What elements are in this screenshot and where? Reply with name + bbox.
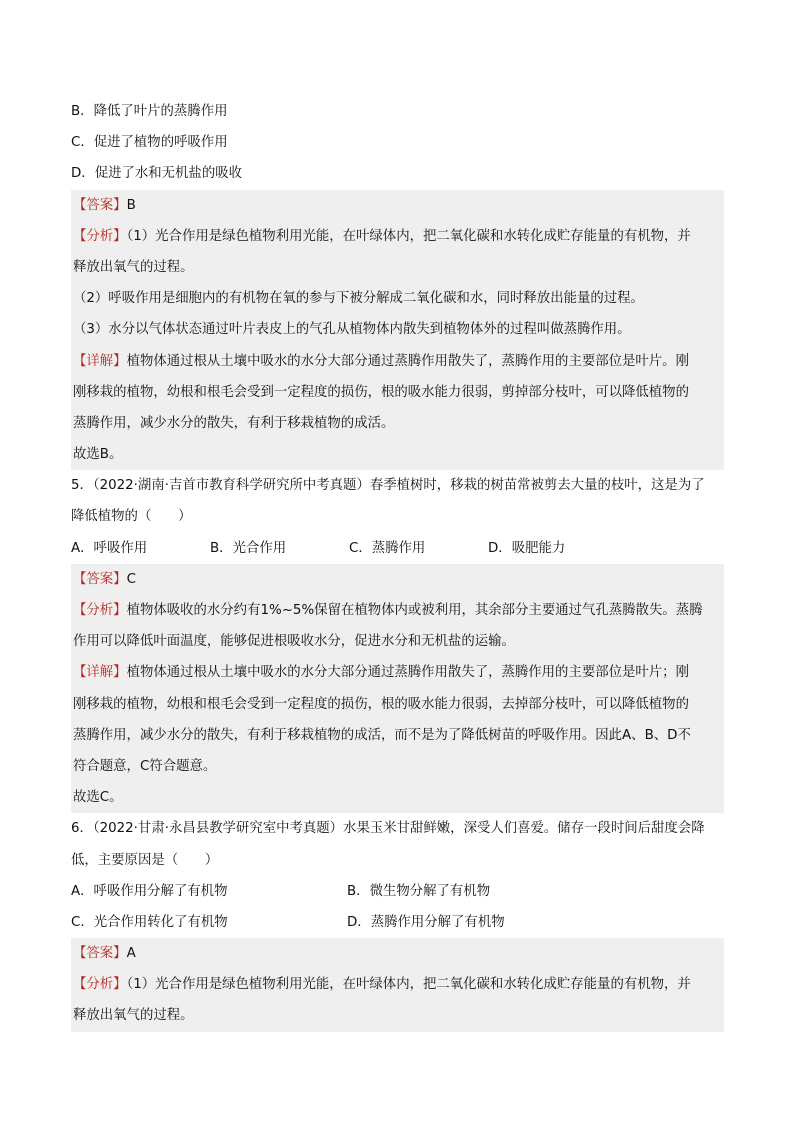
q5-detail-line: 刚移栽的植物，幼根和根毛会受到一定程度的损伤，根的吸水能力很弱，去掉部分枝叶，可以降低植物的 [73,696,689,712]
q4-analysis-line: 【分析】（1）光合作用是绿色植物利用光能，在叶绿体内，把二氧化碳和水转化成贮存能量的有机物，并 [73,228,691,244]
q5-conclusion: 故选C。 [73,790,123,806]
q4-answer [71,190,724,221]
q4-detail-line: 【详解】植物体通过根从土壤中吸水的水分大部分通过蒸腾作用散失了，蒸腾作用的主要部位是叶片。刚 [73,353,689,369]
answer-label: 【答案】 [73,946,127,962]
q6-answer [71,938,724,969]
q5-option-a: A．呼吸作用 [71,540,148,556]
q5-detail-line: 蒸腾作用，减少水分的散失，有利于移栽植物的成活，而不是为了降低树苗的呼吸作用。因此A、B、D不 [73,727,691,743]
answer-value: C [126,571,136,587]
q6-stem: 低，主要原因是（ ） [71,852,219,868]
q5-detail-line: 【详解】植物体通过根从土壤中吸水的水分大部分通过蒸腾作用散失了，蒸腾作用的主要部位是叶片；刚 [73,665,689,681]
q6-option-b: B．微生物分解了有机物 [347,883,491,899]
q4-analysis-line: （3）水分以气体状态通过叶片表皮上的气孔从植物体内散失到植物体外的过程叫做蒸腾作用。 [73,322,631,338]
q4-analysis-line: （2）呼吸作用是细胞内的有机物在氧的参与下被分解成二氧化碳和水，同时释放出能量的过程。 [73,291,644,307]
q6-options-row [71,907,724,938]
q4-solution-block [71,190,724,471]
q4-detail-line: 刚移栽的植物，幼根和根毛会受到一定程度的损伤，根的吸水能力很弱，剪掉部分枝叶，可以降低植物的 [73,384,689,400]
q6-options-row [71,876,724,907]
document-page [71,96,724,1032]
analysis-label: 【分析】 [73,977,127,993]
q5-option-c: C．蒸腾作用 [349,540,426,556]
analysis-label: 【分析】 [73,603,127,618]
answer-label: 【答案】 [73,197,127,213]
q5-detail-line: 符合题意，C符合题意。 [73,758,217,774]
q5-option-b: B．光合作用 [210,540,287,556]
answer-value: A [126,946,136,962]
q6-analysis-line: 【分析】（1）光合作用是绿色植物利用光能，在叶绿体内，把二氧化碳和水转化成贮存能量的有机物，并 [73,977,691,993]
q4-option-d: D．促进了水和无机盐的吸收 [71,166,242,182]
detail-label: 【详解】 [73,665,127,681]
q4-analysis-line: 释放出氧气的过程。 [73,259,194,275]
detail-label: 【详解】 [73,353,127,369]
answer-value: B [126,197,136,213]
q5-solution-block [71,564,724,814]
q5-analysis-line: 【分析】植物体吸收的水分约有1%~5%保留在植物体内或被利用，其余部分主要通过气孔蒸腾散失。蒸腾 [73,603,703,618]
q6-stem: 6．（2022·甘肃·永昌县教学研究室中考真题）水果玉米甘甜鲜嫩，深受人们喜爱。储存一段时间后甜度会降 [71,821,705,837]
q6-option-a: A．呼吸作用分解了有机物 [71,883,228,899]
q6-solution-block [71,938,724,1032]
q5-option-d: D．吸肥能力 [488,540,566,556]
q6-option-c: C．光合作用转化了有机物 [71,914,228,930]
q5-analysis-line: 作用可以降低叶面温度，能够促进根吸收水分，促进水分和无机盐的运输。 [73,634,515,650]
q4-detail-line: 蒸腾作用，减少水分的散失，有利于移栽植物的成活。 [73,415,395,431]
q5-stem: 5．（2022·湖南·吉首市教育科学研究所中考真题）春季植树时，移栽的树苗常被剪去大量的枝叶，这是为了 [71,478,705,494]
q6-analysis-line: 释放出氧气的过程。 [73,1008,194,1024]
q5-answer [71,564,724,595]
analysis-label: 【分析】 [73,228,127,244]
q4-option-c: C．促进了植物的呼吸作用 [71,135,228,151]
q6-option-d: D．蒸腾作用分解了有机物 [347,914,505,930]
q5-stem: 降低植物的（ ） [71,509,192,525]
q4-conclusion: 故选B。 [73,447,123,463]
answer-label: 【答案】 [73,571,127,587]
q5-options [71,533,724,564]
q4-option-b: B．降低了叶片的蒸腾作用 [71,104,228,119]
